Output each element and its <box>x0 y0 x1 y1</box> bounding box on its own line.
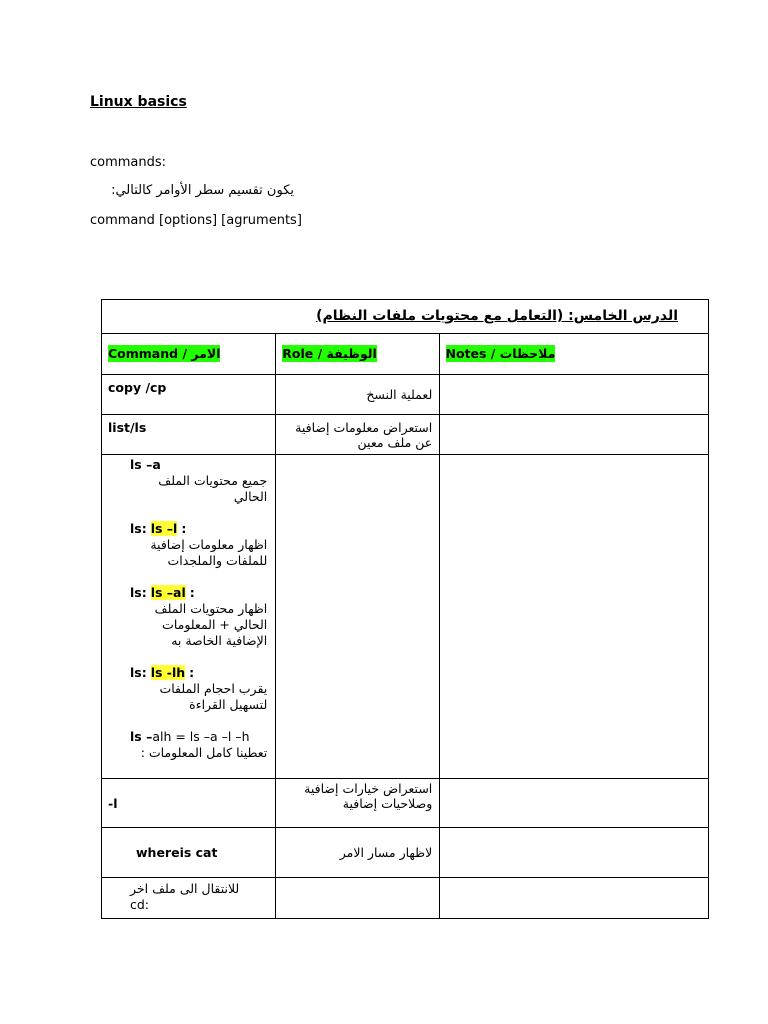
ls-options-details <box>102 455 275 761</box>
table-row <box>102 828 709 878</box>
commands-label: commands: <box>90 155 167 170</box>
col-header-notes <box>439 334 708 375</box>
cmd-list: list/ls <box>108 420 147 435</box>
col-header-command-label: Command / الامر <box>108 346 221 361</box>
ls-alh-cmd: ls – <box>130 729 153 744</box>
lesson-table <box>101 299 709 919</box>
document-title: Linux basics <box>90 94 187 110</box>
ls-alh-equivalence: alh = ls –a –l –h <box>152 729 250 744</box>
ls-l-sep: : <box>181 521 187 536</box>
cd-cmd: cd: <box>130 897 150 912</box>
ls-al-desc: اظهار محتويات الملف الحالي + المعلومات الإضافية الخاصة به <box>154 601 268 648</box>
ls-a-cmd: ls –a <box>130 457 161 472</box>
ls-a-desc: جميع محتويات الملف الحالي <box>158 473 268 504</box>
lesson-heading-cell <box>102 300 709 334</box>
ls-l-desc: اظهار معلومات إضافية للملفات والملجدات <box>150 537 268 568</box>
role-l: استعراض خيارات إضافية وصلاحيات إضافية <box>304 781 433 811</box>
ls-al-cmd: ls –al <box>150 585 186 600</box>
ls-al-sep: : <box>189 585 195 600</box>
col-header-command <box>102 334 276 375</box>
ls-lh-sep: : <box>189 665 195 680</box>
role-cell <box>276 455 439 779</box>
table-row <box>102 779 709 828</box>
notes-cell <box>439 828 708 878</box>
ls-l-prefix: ls: <box>130 521 147 536</box>
ls-lh-cmd: ls -lh <box>150 665 186 680</box>
table-row <box>102 415 709 455</box>
col-header-role <box>276 334 439 375</box>
ls-lh-desc: يقرب احجام الملفات لتسهيل القراءة <box>159 681 268 712</box>
arabic-intro-line: يكون تقسيم سطر الأوامر كالتالي: <box>111 183 294 198</box>
cd-desc: للانتقال الى ملف اخر <box>130 881 240 896</box>
ls-lh-prefix: ls: <box>130 665 147 680</box>
col-header-notes-label: Notes / ملاحظات <box>445 346 556 361</box>
table-row <box>102 455 709 779</box>
lesson-heading: الدرس الخامس: (التعامل مع محتويات ملفات النظام) <box>316 308 678 324</box>
notes-cell <box>439 455 708 779</box>
role-list: استعراض معلومات إضافية عن ملف معين <box>295 420 433 450</box>
role-whereis: لاظهار مسار الامر <box>339 845 433 860</box>
notes-cell <box>439 878 708 919</box>
role-copy: لعملية النسخ <box>366 387 433 402</box>
notes-cell <box>439 375 708 415</box>
cmd-whereis: whereis cat <box>136 845 218 860</box>
cd-cell <box>130 881 251 913</box>
notes-cell <box>439 415 708 455</box>
cmd-copy: copy /cp <box>108 380 167 395</box>
notes-cell <box>439 779 708 828</box>
cmd-l: -l <box>108 795 118 811</box>
ls-alh-desc: تعطينا كامل المعلومات : <box>140 745 268 760</box>
command-syntax-line: command [options] [agruments] <box>90 213 302 228</box>
role-cell <box>276 878 439 919</box>
table-row <box>102 878 709 919</box>
table-row <box>102 375 709 415</box>
ls-l-cmd: ls –l <box>150 521 178 536</box>
ls-al-prefix: ls: <box>130 585 147 600</box>
col-header-role-label: Role / الوظيفة <box>282 346 377 361</box>
